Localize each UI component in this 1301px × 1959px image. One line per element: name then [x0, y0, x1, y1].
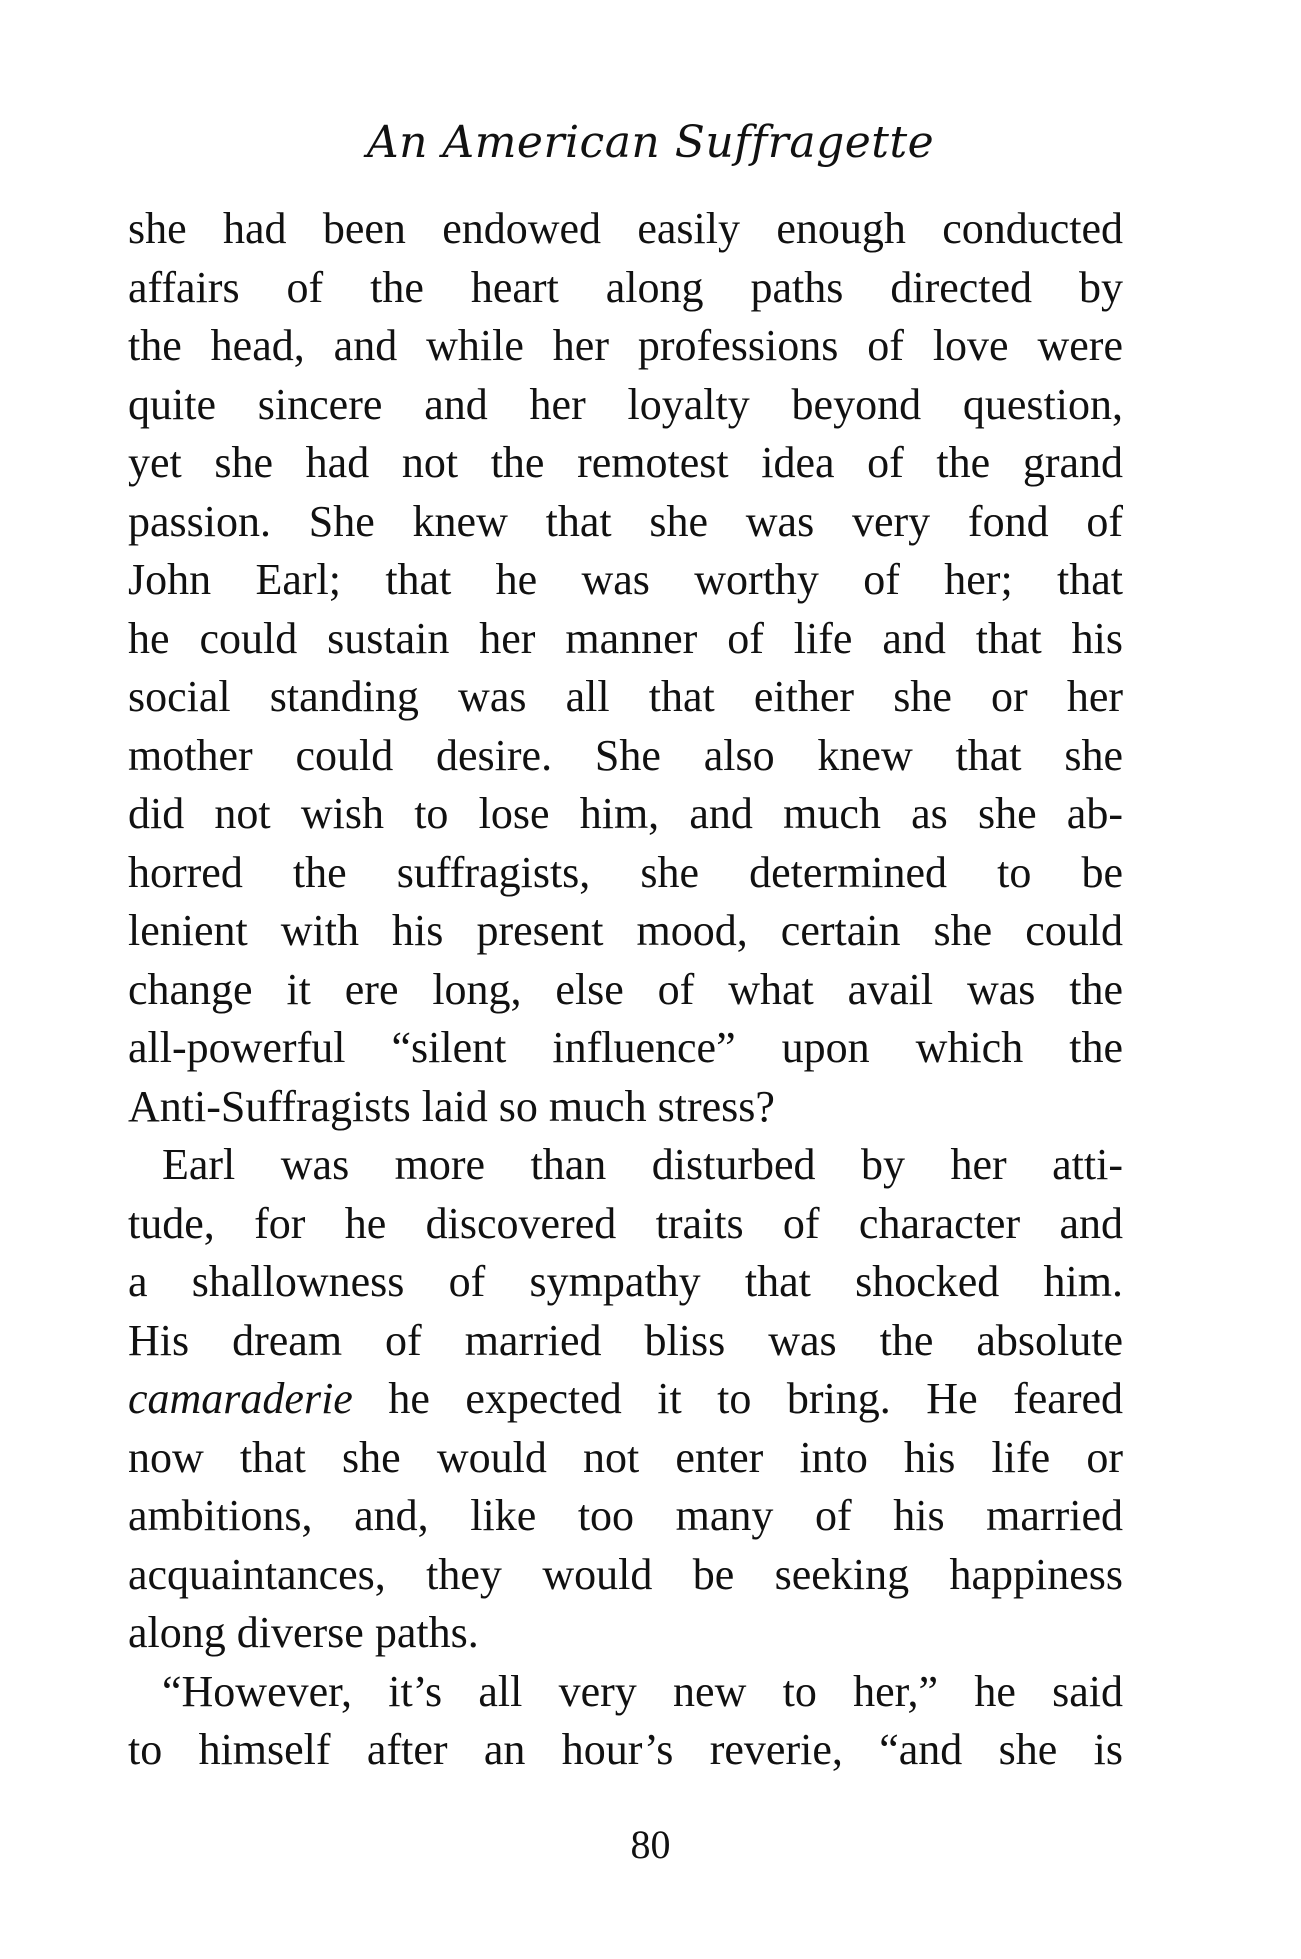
text-line: along diverse paths. [128, 1608, 479, 1657]
text-line: Anti-Suffragists laid so much stress? [128, 1081, 775, 1131]
text-line: acquaintances, they would be seeking happiness [128, 1549, 1123, 1599]
text-line: “However, it’s all very new to her,” he said [162, 1666, 1123, 1716]
text-line [128, 1370, 1123, 1429]
text-line: quite sincere and her loyalty beyond question, [128, 379, 1123, 429]
text-line: John Earl; that he was worthy of her; that [128, 555, 1123, 604]
text-line: change it ere long, else of what avail was the [128, 964, 1123, 1014]
text-line: now that she would not enter into his life or [128, 1432, 1123, 1482]
text-line: the head, and while her professions of love were [128, 321, 1123, 370]
paragraph-1 [128, 200, 1123, 1136]
paragraph-2 [128, 1136, 1123, 1663]
text-line: he could sustain her manner of life and that his [128, 613, 1123, 663]
page-body [128, 200, 1123, 1780]
text-line: she had been endowed easily enough conducted [128, 204, 1123, 253]
text-run: he expected it to bring. He feared [352, 1374, 1123, 1423]
text-line: lenient with his present mood, certain she could [128, 906, 1123, 955]
page-number: 80 [630, 1822, 671, 1867]
text-line: affairs of the heart along paths directed by [128, 262, 1123, 312]
text-line: mother could desire. She also knew that she [128, 730, 1123, 780]
text-line: passion. She knew that she was very fond of [128, 496, 1123, 546]
text-line: social standing was all that either she or her [128, 672, 1123, 721]
text-line: yet she had not the remotest idea of the grand [128, 438, 1123, 487]
text-line: His dream of married bliss was the absolute [128, 1315, 1123, 1365]
text-line: a shallowness of sympathy that shocked him. [128, 1257, 1123, 1306]
text-line: horred the suffragists, she determined to be [128, 847, 1123, 897]
text-line: to himself after an hour’s reverie, “and she is [128, 1725, 1123, 1774]
text-line: tude, for he discovered traits of character and [128, 1198, 1123, 1248]
running-head: An American Suffragette [366, 117, 935, 168]
paragraph-3 [128, 1663, 1123, 1780]
text-line: ambitions, and, like too many of his married [128, 1491, 1123, 1540]
text-line: did not wish to lose him, and much as she ab- [128, 789, 1123, 838]
italic-term: camaraderie [128, 1374, 353, 1423]
text-line: Earl was more than disturbed by her atti- [162, 1140, 1123, 1189]
text-line: all-powerful “silent influence” upon which the [128, 1023, 1123, 1072]
